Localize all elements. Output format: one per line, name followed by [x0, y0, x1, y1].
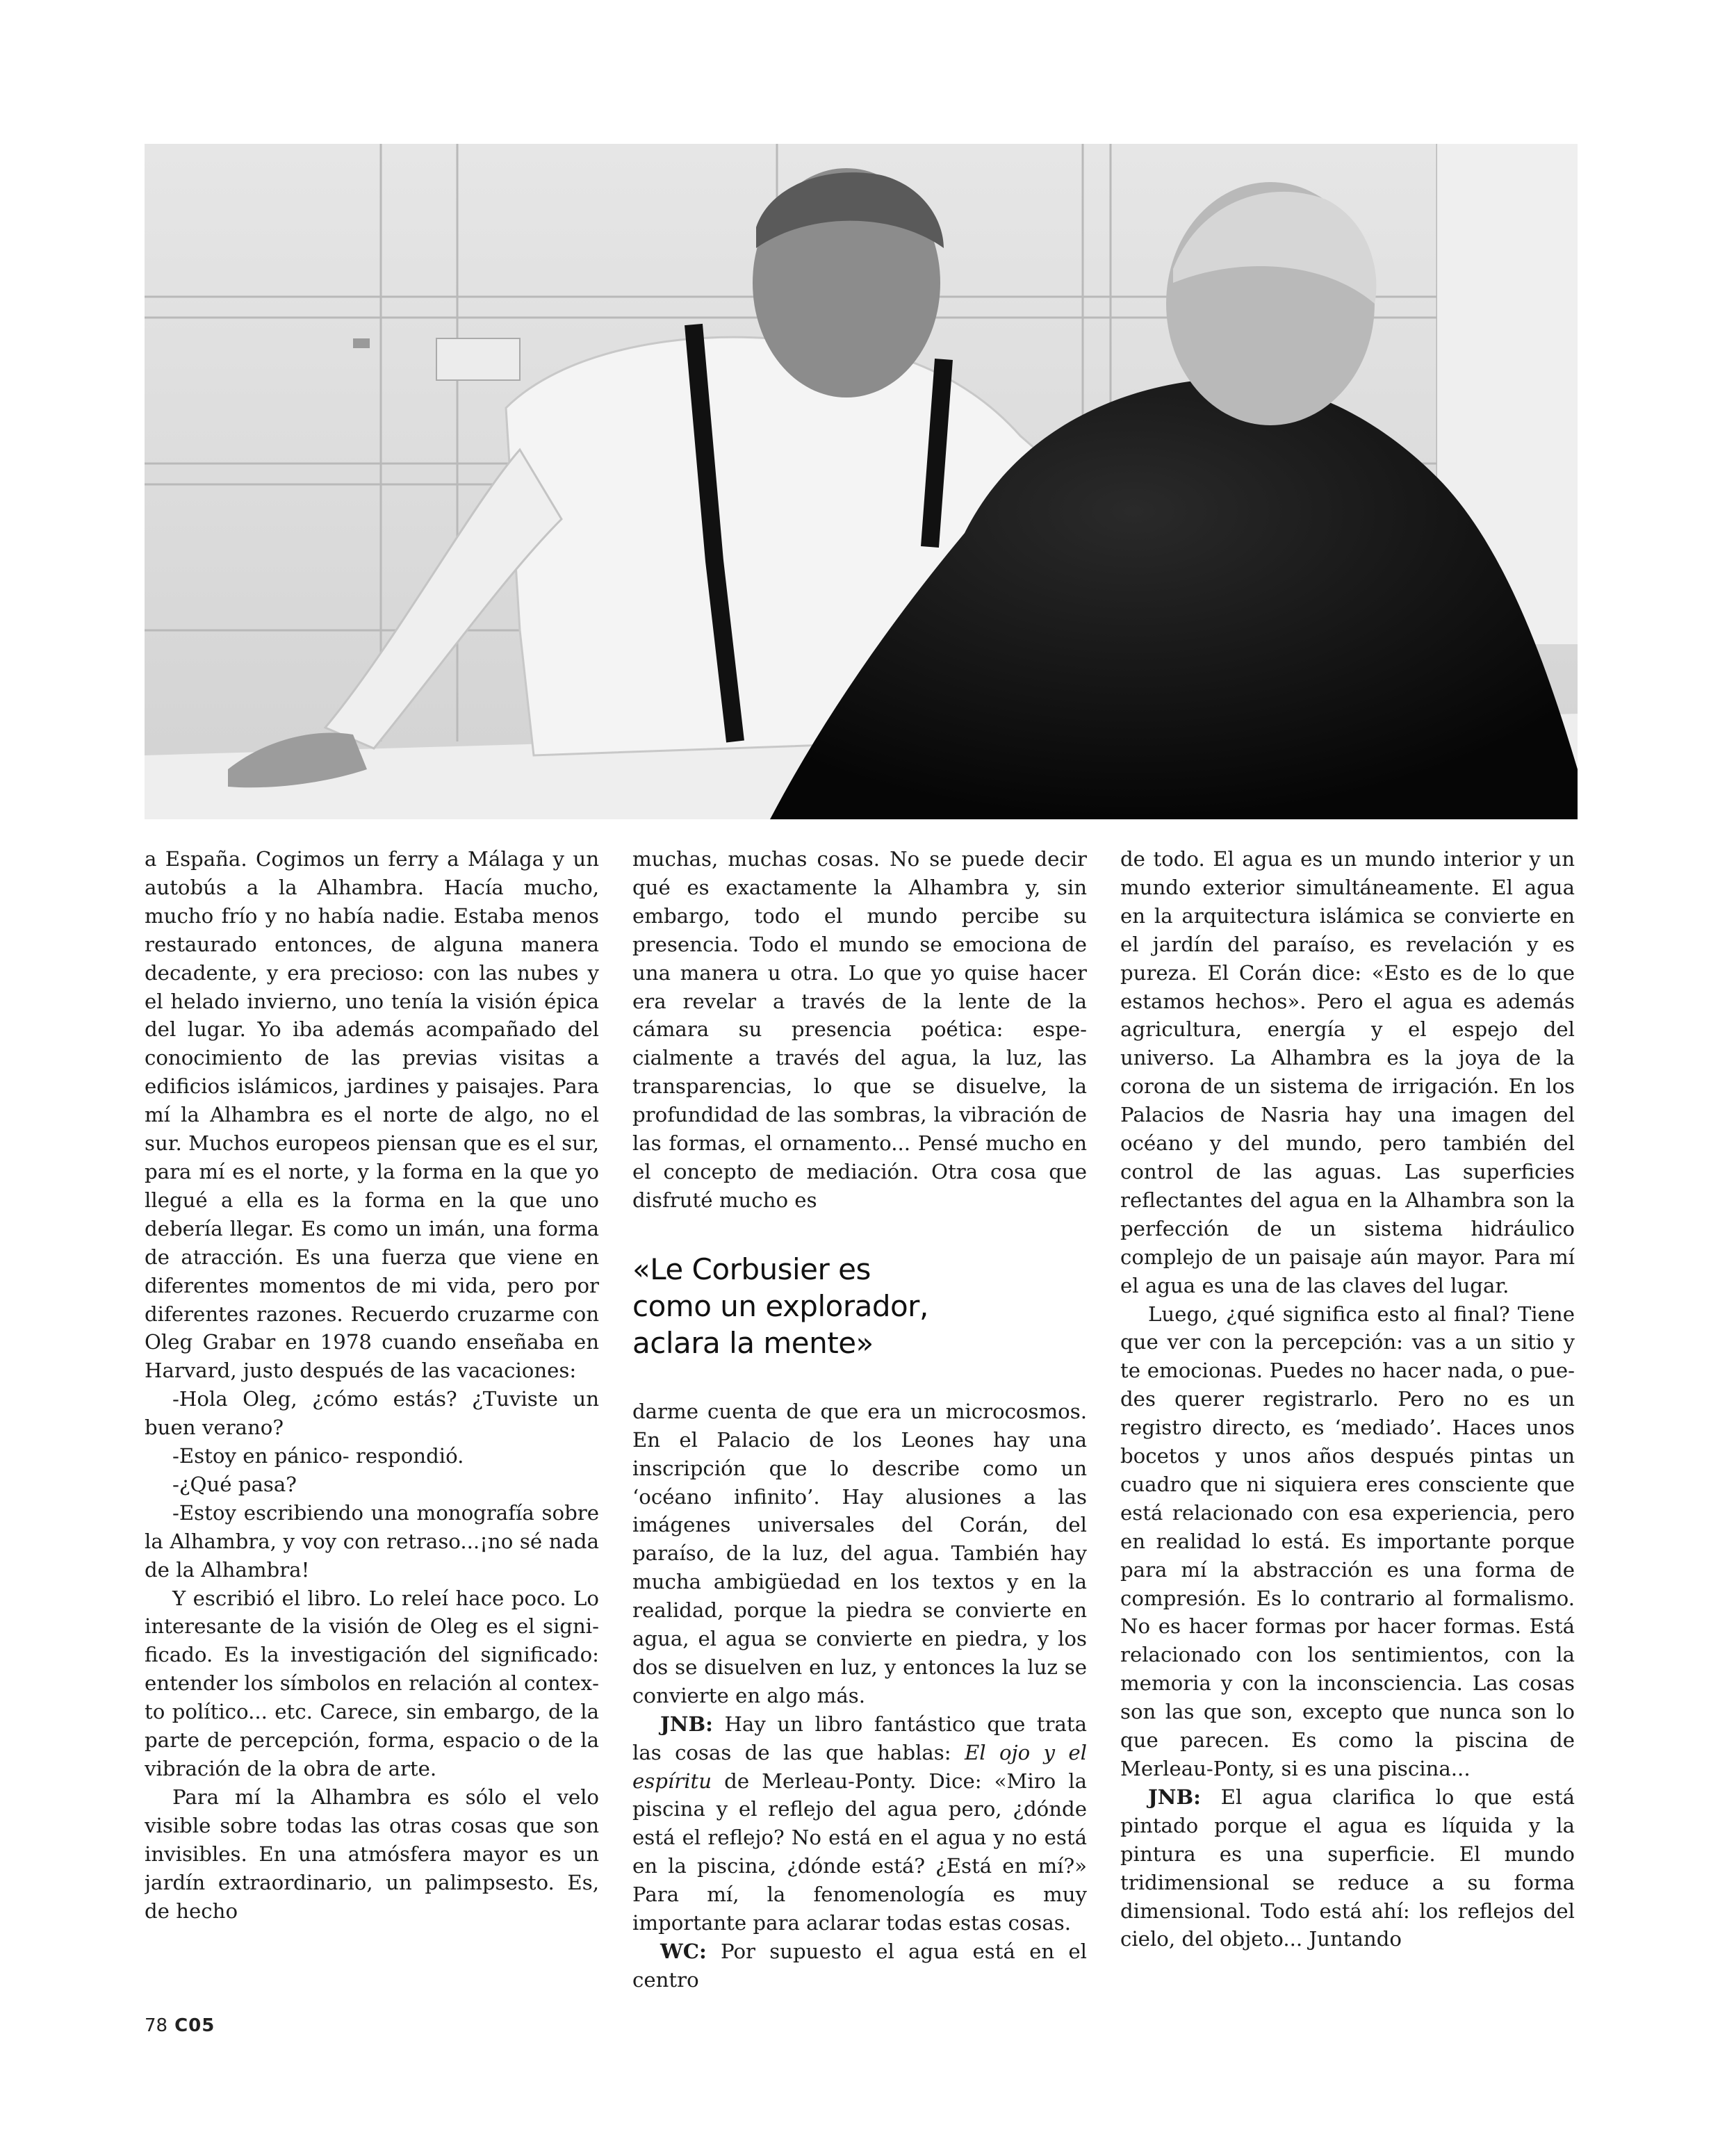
text-column-3 [1120, 845, 1575, 1992]
magazine-name: C05 [174, 2015, 215, 2036]
page-footer [145, 2015, 215, 2036]
paragraph [632, 1937, 1087, 1992]
paragraph: Y escribió el libro. Lo releí hace poco. Lo interesante de la visión de Oleg es el significado. Es la investigación del significado: entender los símbolos en relación al contexto político... etc. Carece, sin embargo, de la parte de percepción, forma, espacio o de la vibración de la obra de arte. [145, 1586, 599, 1780]
paragraph: -Hola Oleg, ¿cómo estás? ¿Tuviste un buen verano? [145, 1387, 599, 1440]
pull-quote-line: aclara la mente» [632, 1325, 874, 1360]
paragraph: darme cuenta de que era un microcosmos. En el Palacio de los Leones hay una inscripción que lo describe como un ‘océano infinito’. Hay alusiones a las imágenes universales del Corán, del paraíso, de la luz, del agua. También hay mucha ambigüedad en los textos y en la realidad, porque la piedra se convierte en agua, el agua se convierte en piedra, y los dos se disuelven en luz, y entonces la luz se convierte en algo más. [632, 1399, 1087, 1707]
paragraph: -¿Qué pasa? [172, 1472, 297, 1496]
speaker-label: WC: [660, 1940, 707, 1963]
paragraph [1120, 1783, 1575, 1953]
paragraph: de todo. El agua es un mundo interior y un mundo exterior simultáneamente. El agua en la arquitectura islámica se convierte en el jardín del paraíso, es revelación y es pureza. El Corán dice: «Esto es de lo que estamos hechos». Pero el agua es además agricultura, energía y el espejo del universo. La Alhambra es la joya de la corona de un sistema de irrigación. En los Palacios de Nasria hay una imagen del océano y del mundo, pero también del control de las aguas. Las superficies reflectantes del agua en la Alhambra son la perfección de un sistema hidráulico complejo de un paisaje aún mayor. Para mí el agua es una de las claves del lugar. [1120, 847, 1575, 1297]
page-number: 78 [145, 2015, 168, 2036]
pull-quote [632, 1251, 1087, 1361]
paragraph-text: Hay un libro fantástico que trata las cosas de las que hablas: [632, 1712, 1087, 1764]
paragraph: -Estoy escribiendo una monografía sobre la Alhambra, y voy con retraso...¡no sé nada de la Alhambra! [145, 1500, 599, 1582]
paragraph-text: El agua clarifica lo que está pintado porque el agua es líquida y la pintura es una superficie. El mundo tridimensional se reduce a su forma dimensional. Todo está ahí: los reflejos del cielo, del objeto... Juntando [1120, 1785, 1575, 1951]
paragraph: -Estoy en pánico- respondió. [172, 1444, 464, 1468]
interview-photo [145, 144, 1578, 819]
speaker-label: JNB: [660, 1712, 713, 1736]
speaker-label: JNB: [1148, 1785, 1201, 1809]
pull-quote-line: «Le Corbusier es [632, 1252, 871, 1286]
paragraph-text: de Merleau-Ponty. Dice: «Miro la piscina y el reflejo del agua pero, ¿dónde está el reflejo? No está en el agua y no está en la piscina, ¿dónde está? ¿Está en mí?» Para mí, la fenomenología es muy importante para aclarar todas estas cosas. [632, 1769, 1087, 1935]
pull-quote-line: como un explorador, [632, 1288, 928, 1323]
photo-illustration [145, 144, 1578, 819]
paragraph: a España. Cogimos un ferry a Málaga y un autobús a la Alhambra. Hacía mucho, mucho frío y no había nadie. Estaba menos restaurado entonces, de alguna manera decadente, y era precioso: con las nubes y el helado invierno, uno tenía la visión épica del lugar. Yo iba además acompañado del conocimiento de las previas visitas a edificios islámicos, jardines y paisajes. Para mí la Alhambra es el norte de algo, no el sur. Muchos europeos piensan que es el sur, para mí es el norte, y la forma en la que yo llegué a ella es la forma en la que uno debería llegar. Es como un imán, una forma de atracción. Es una fuerza que viene en diferentes momentos de mi vida, pero por diferentes razones. Recuerdo cruzarme con Oleg Grabar en 1978 cuando enseñaba en Harvard, justo después de las vacaciones: [145, 847, 599, 1383]
paragraph: Para mí la Alhambra es sólo el velo visible sobre todas las otras cosas que son invisibles. En una atmósfera mayor es un jardín extraordinario, un palimpsesto. Es, de hecho [145, 1785, 599, 1923]
paragraph-text: Por supuesto el agua está en el centro [632, 1940, 1087, 1992]
text-column-2 [632, 845, 1087, 1992]
paragraph: Luego, ¿qué significa esto al final? Tiene que ver con la percepción: vas a un sitio y te emocionas. Puedes no hacer nada, o puedes querer registrarlo. Pero no es un registro directo, es ‘mediado’. Haces unos bocetos y unos años después pintas un cuadro que ni siquiera eres consciente que está relacionado con esa experiencia, pero en realidad lo está. Es importante porque para mí la abstracción es una forma de compresión. Es lo contrario al formalismo. No es hacer formas por hacer formas. Está relacionado con los sentimientos, con la memoria y con la inconsciencia. Las cosas son las que son, excepto que nunca son lo que parecen. Es como la piscina de Merleau-Ponty, si es una piscina... [1120, 1302, 1575, 1780]
paragraph: muchas, muchas cosas. No se puede decir qué es exactamente la Alhambra y, sin embargo, todo el mundo percibe su presencia. Todo el mundo se emociona de una manera u otra. Lo que yo quise hacer era revelar a través de la lente de la cámara su presencia poética: especialmente a través del agua, la luz, las transparencias, lo que se disuelve, la profundidad de las sombras, la vibración de las formas, el ornamento... Pensé mucho en el concepto de mediación. Otra cosa que disfruté mucho es [632, 847, 1087, 1212]
paragraph [632, 1710, 1087, 1937]
book-title: El ojo y el espíritu [632, 1740, 1087, 1793]
text-column-1 [145, 845, 599, 1992]
